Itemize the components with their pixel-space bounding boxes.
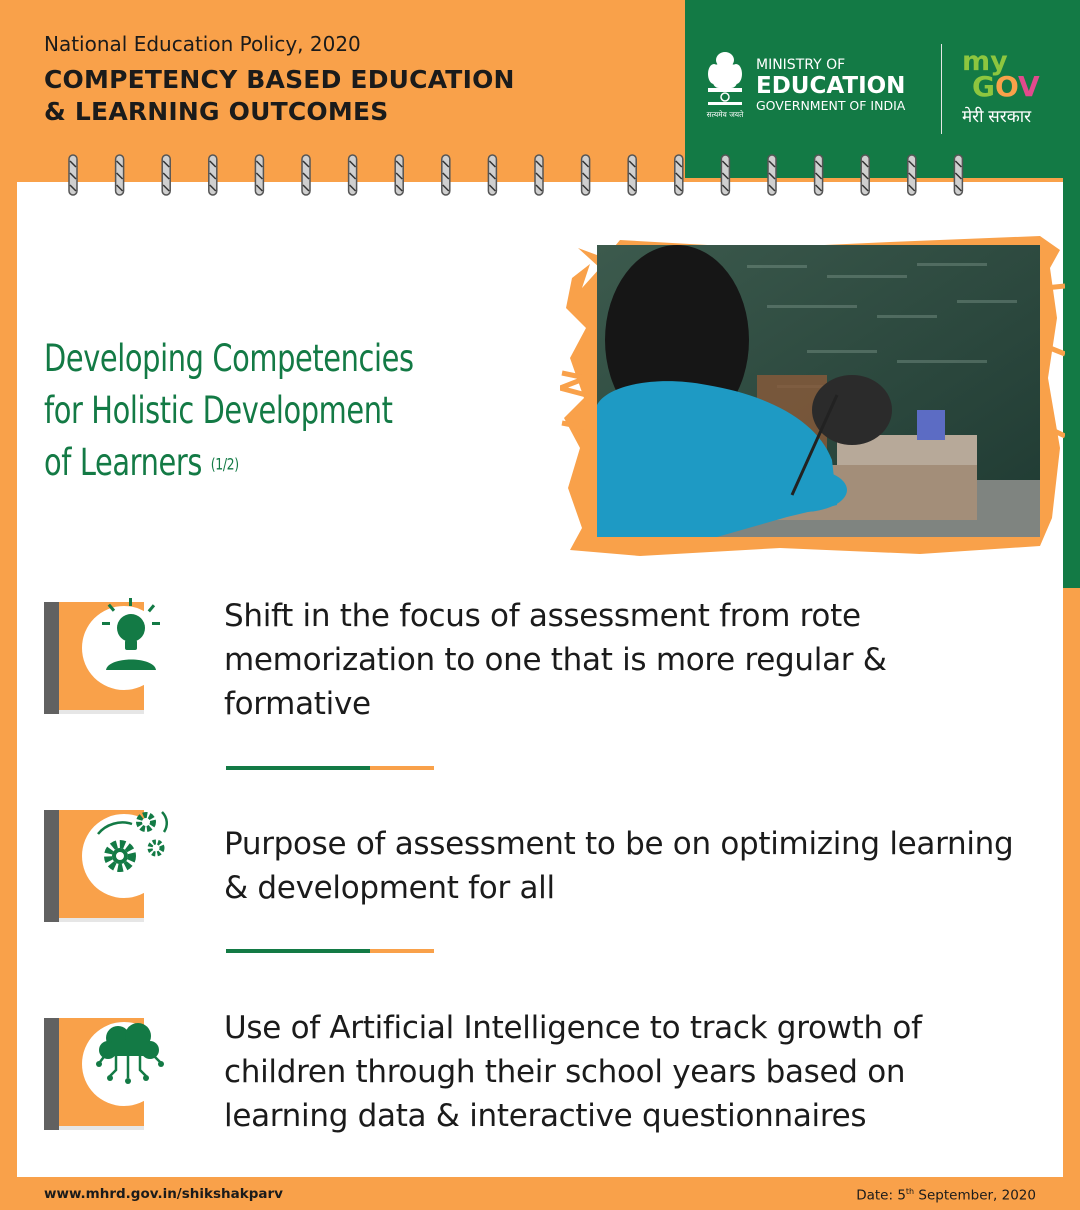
classroom-photo bbox=[597, 245, 1040, 537]
item-separator bbox=[226, 766, 434, 770]
binding-ring bbox=[908, 155, 916, 195]
binding-ring bbox=[721, 155, 729, 195]
list-item-text: Use of Artificial Intelligence to track growth of children through their school years based on learning data & interactive questionnaires bbox=[224, 1010, 922, 1134]
binding-ring bbox=[162, 155, 170, 195]
binding-ring bbox=[116, 155, 124, 195]
gears-icon bbox=[44, 806, 174, 924]
binding-ring bbox=[768, 155, 776, 195]
binding-ring bbox=[954, 155, 962, 195]
binding-ring bbox=[255, 155, 263, 195]
binding-ring bbox=[488, 155, 496, 195]
ai-brain-icon bbox=[44, 1014, 174, 1132]
item-separator bbox=[226, 949, 434, 953]
binding-ring bbox=[582, 155, 590, 195]
footer-date: Date: 5th September, 2020 bbox=[856, 1187, 1036, 1204]
mygov-logo: my GOV मेरी सरकार bbox=[962, 46, 1040, 126]
binding-ring bbox=[535, 155, 543, 195]
binding-ring bbox=[442, 155, 450, 195]
list-item-text: Purpose of assessment to be on optimizing learning & development for all bbox=[224, 826, 1014, 906]
policy-subtitle: National Education Policy, 2020 bbox=[44, 32, 361, 56]
binding-ring bbox=[302, 155, 310, 195]
green-side-strip bbox=[1063, 178, 1080, 588]
binding-ring bbox=[395, 155, 403, 195]
binding-ring bbox=[209, 155, 217, 195]
spiral-binding bbox=[0, 153, 1080, 199]
binding-ring bbox=[349, 155, 357, 195]
national-emblem-icon bbox=[700, 50, 750, 120]
ministry-logo-text: MINISTRY OF EDUCATION GOVERNMENT OF INDIA bbox=[756, 57, 906, 113]
page-title: COMPETENCY BASED EDUCATION & LEARNING OUTCOMES bbox=[44, 65, 515, 126]
binding-ring bbox=[675, 155, 683, 195]
list-item-text: Shift in the focus of assessment from rote memorization to one that is more regular & formative bbox=[224, 598, 887, 722]
binding-ring bbox=[815, 155, 823, 195]
binding-ring bbox=[628, 155, 636, 195]
emblem-motto: सत्यमेव जयते bbox=[706, 110, 744, 119]
bulb-person-icon bbox=[44, 598, 174, 716]
section-heading: Developing Competencies for Holistic Development of Learners (1/2) bbox=[44, 337, 414, 484]
binding-ring bbox=[69, 155, 77, 195]
footer-url[interactable]: www.mhrd.gov.in/shikshakparv bbox=[44, 1186, 283, 1202]
binding-ring bbox=[861, 155, 869, 195]
logo-divider bbox=[941, 44, 942, 134]
